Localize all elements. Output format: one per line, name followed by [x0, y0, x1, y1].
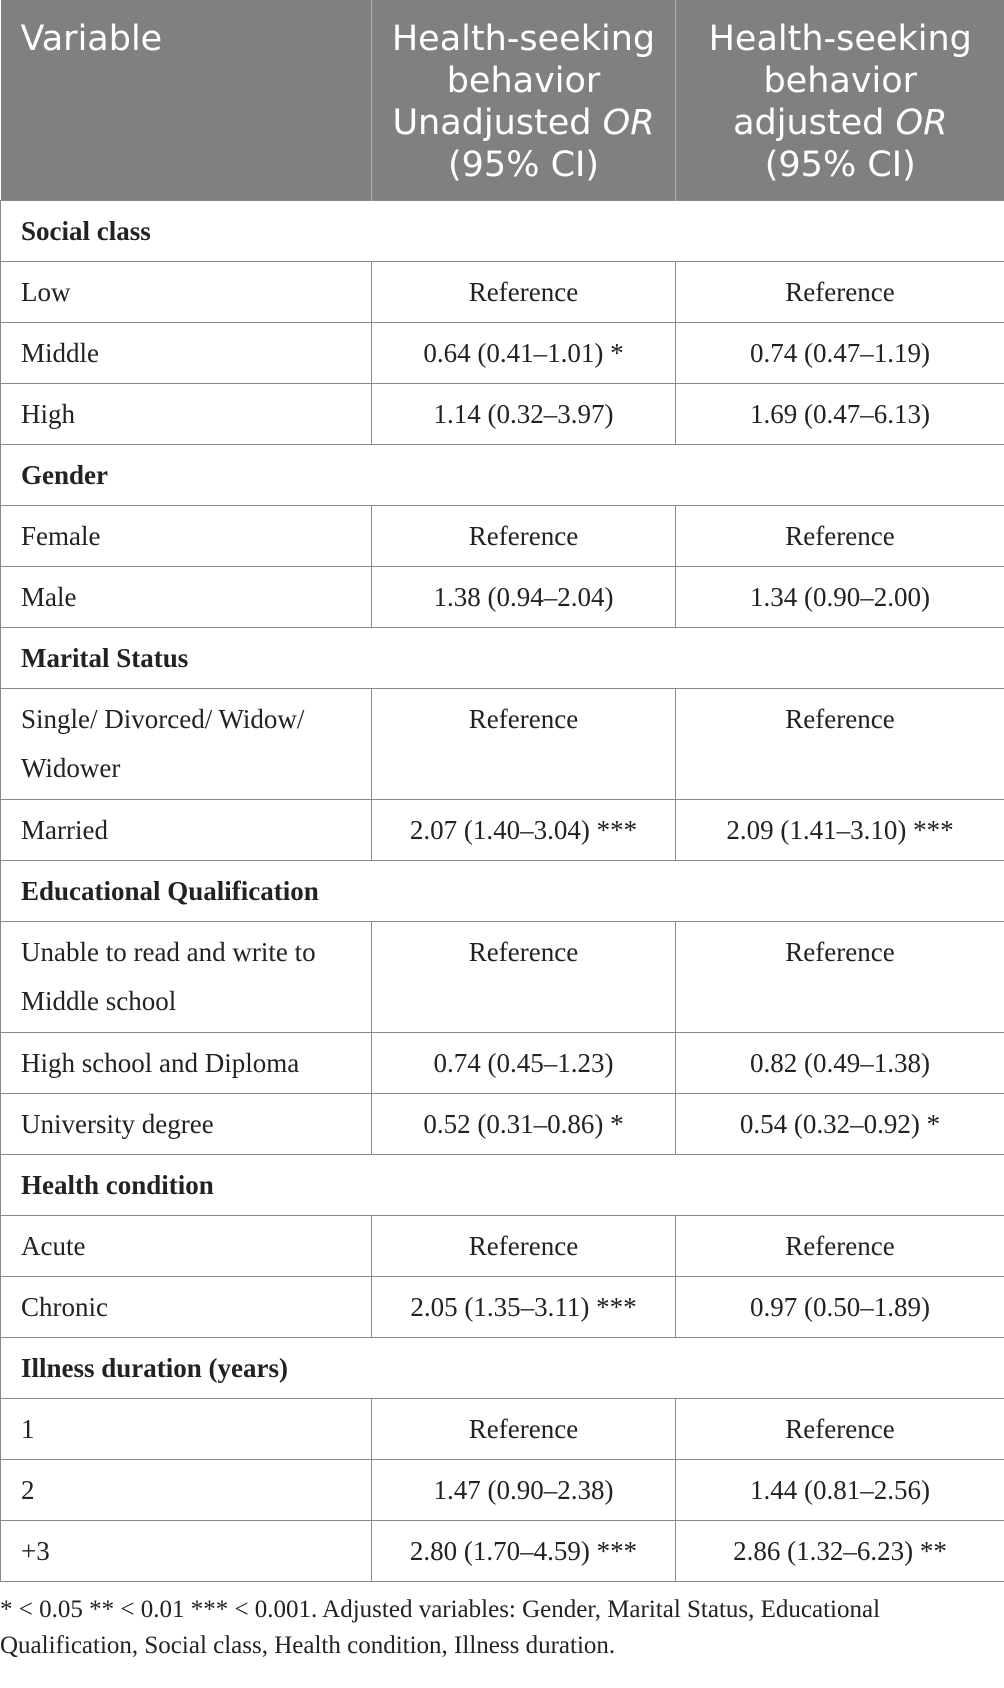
- unadjusted-or-cell: 1.14 (0.32–3.97): [372, 384, 676, 445]
- header-adjusted-line2: behavior: [763, 61, 918, 101]
- table-row: [1, 262, 1004, 323]
- section-label: Health condition: [1, 1155, 1004, 1216]
- unadjusted-or-cell: Reference: [372, 922, 676, 1033]
- row-label: High school and Diploma: [1, 1033, 372, 1094]
- row-label: Chronic: [1, 1277, 372, 1338]
- unadjusted-or-cell: 1.47 (0.90–2.38): [372, 1460, 676, 1521]
- row-label: +3: [1, 1521, 372, 1582]
- section-label: Marital Status: [1, 628, 1004, 689]
- table-row: [1, 1521, 1004, 1582]
- unadjusted-or-cell: 1.38 (0.94–2.04): [372, 567, 676, 628]
- row-label: Single/ Divorced/ Widow/ Widower: [1, 689, 372, 800]
- header-unadjusted-line3: Unadjusted: [392, 103, 592, 143]
- adjusted-or-cell: Reference: [676, 689, 1004, 800]
- adjusted-or-cell: Reference: [676, 262, 1004, 323]
- table-footnote: * < 0.05 ** < 0.01 *** < 0.001. Adjusted variables: Gender, Marital Status, Educational Qualification, Social class, Health condition, Illness duration.: [0, 1596, 881, 1659]
- row-label: Acute: [1, 1216, 372, 1277]
- adjusted-or-cell: 1.69 (0.47–6.13): [676, 384, 1004, 445]
- unadjusted-or-cell: Reference: [372, 262, 676, 323]
- table-row: [1, 1460, 1004, 1521]
- adjusted-or-cell: 2.86 (1.32–6.23) **: [676, 1521, 1004, 1582]
- section-row: [1, 1155, 1004, 1216]
- table-row: [1, 1399, 1004, 1460]
- header-unadjusted-line1: Health-seeking: [391, 19, 656, 59]
- table-row: [1, 567, 1004, 628]
- unadjusted-or-cell: Reference: [372, 1399, 676, 1460]
- header-adjusted-line3: adjusted: [733, 103, 885, 143]
- table-header-row: [1, 0, 1004, 201]
- adjusted-or-cell: Reference: [676, 922, 1004, 1033]
- row-label: Female: [1, 506, 372, 567]
- row-label: University degree: [1, 1094, 372, 1155]
- table-row: [1, 384, 1004, 445]
- adjusted-or-cell: Reference: [676, 506, 1004, 567]
- adjusted-or-cell: 0.54 (0.32–0.92) *: [676, 1094, 1004, 1155]
- adjusted-or-cell: 2.09 (1.41–3.10) ***: [676, 800, 1004, 861]
- section-label: Educational Qualification: [1, 861, 1004, 922]
- adjusted-or-cell: 0.82 (0.49–1.38): [676, 1033, 1004, 1094]
- adjusted-or-cell: 1.44 (0.81–2.56): [676, 1460, 1004, 1521]
- section-row: [1, 628, 1004, 689]
- section-label: Gender: [1, 445, 1004, 506]
- unadjusted-or-cell: 2.07 (1.40–3.04) ***: [372, 800, 676, 861]
- adjusted-or-cell: 1.34 (0.90–2.00): [676, 567, 1004, 628]
- section-row: [1, 445, 1004, 506]
- row-label: 1: [1, 1399, 372, 1460]
- row-label: Low: [1, 262, 372, 323]
- table-row: [1, 1094, 1004, 1155]
- section-label: Illness duration (years): [1, 1338, 1004, 1399]
- row-label: High: [1, 384, 372, 445]
- table-row: [1, 800, 1004, 861]
- header-adjusted-line4: (95% CI): [764, 145, 916, 185]
- table-row: [1, 922, 1004, 1033]
- row-label: Married: [1, 800, 372, 861]
- table-row: [1, 1216, 1004, 1277]
- section-row: [1, 201, 1004, 262]
- section-label: Social class: [1, 201, 1004, 262]
- adjusted-or-cell: Reference: [676, 1216, 1004, 1277]
- unadjusted-or-cell: 2.05 (1.35–3.11) ***: [372, 1277, 676, 1338]
- adjusted-or-cell: 0.74 (0.47–1.19): [676, 323, 1004, 384]
- header-unadjusted-or-label: OR: [602, 103, 655, 143]
- adjusted-or-cell: 0.97 (0.50–1.89): [676, 1277, 1004, 1338]
- table-row: [1, 506, 1004, 567]
- unadjusted-or-cell: Reference: [372, 506, 676, 567]
- header-adjusted-or-label: OR: [895, 103, 948, 143]
- header-adjusted-line1: Health-seeking: [708, 19, 972, 59]
- unadjusted-or-cell: Reference: [372, 689, 676, 800]
- header-unadjusted-line2: behavior: [446, 61, 601, 101]
- unadjusted-or-cell: 0.64 (0.41–1.01) *: [372, 323, 676, 384]
- header-adjusted-or: [676, 0, 1004, 201]
- table-row: [1, 323, 1004, 384]
- header-unadjusted-or: [372, 0, 676, 201]
- header-unadjusted-line4: (95% CI): [448, 145, 599, 185]
- table-row: [1, 1277, 1004, 1338]
- unadjusted-or-cell: 0.74 (0.45–1.23): [372, 1033, 676, 1094]
- table-row: [1, 689, 1004, 800]
- unadjusted-or-cell: 2.80 (1.70–4.59) ***: [372, 1521, 676, 1582]
- row-label: Middle: [1, 323, 372, 384]
- unadjusted-or-cell: 0.52 (0.31–0.86) *: [372, 1094, 676, 1155]
- row-label: Unable to read and write to Middle school: [1, 922, 372, 1033]
- adjusted-or-cell: Reference: [676, 1399, 1004, 1460]
- table-row: [1, 1033, 1004, 1094]
- row-label: 2: [1, 1460, 372, 1521]
- header-variable: Variable: [1, 0, 372, 201]
- unadjusted-or-cell: Reference: [372, 1216, 676, 1277]
- table-body: [1, 201, 1004, 1582]
- section-row: [1, 1338, 1004, 1399]
- section-row: [1, 861, 1004, 922]
- row-label: Male: [1, 567, 372, 628]
